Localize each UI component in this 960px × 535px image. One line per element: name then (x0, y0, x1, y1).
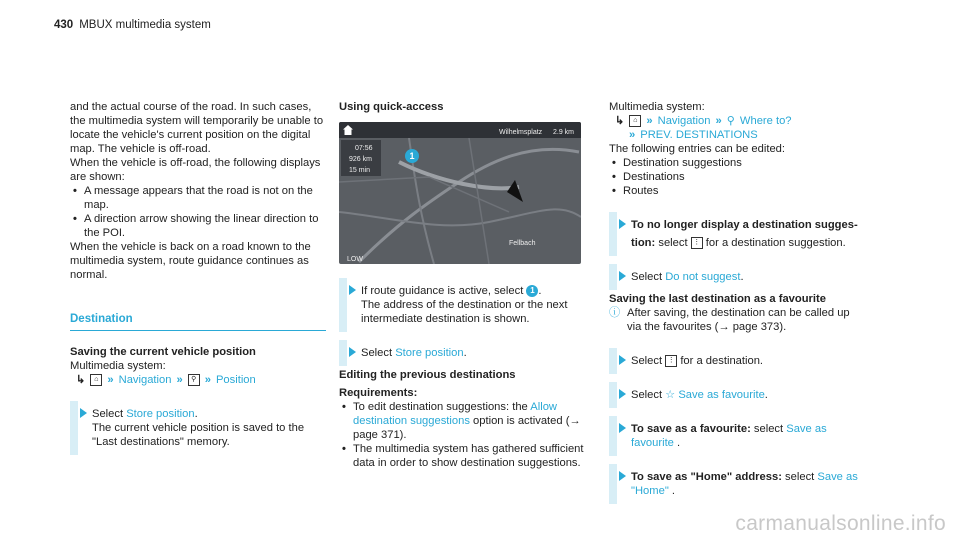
bullet-item: • A direction arrow showing the linear direction to the POI. (70, 212, 326, 240)
path-prev-destinations[interactable]: PREV. DESTINATIONS (640, 129, 758, 141)
entry-item: • Routes (609, 184, 865, 198)
map-distance: 2.9 km (553, 129, 575, 136)
edit-title: Editing the previous destinations (339, 369, 516, 381)
step-to-save-favourite: To save as a favourite: select Save as favourite . (609, 422, 865, 450)
column-1 (70, 100, 326, 449)
position-icon: ⚲ (188, 374, 200, 386)
chevron-icon: » (715, 115, 722, 127)
map-eta: 15 min (349, 167, 371, 174)
step-arrow-icon (619, 355, 626, 365)
multimedia-label: Multimedia system: (70, 360, 166, 372)
save-as-favourite-link[interactable]: Save as favourite (678, 389, 765, 401)
step-store-position-2: Select Store position. (339, 346, 595, 360)
step-save-favourite: Select ☆ Save as favourite. (609, 388, 865, 402)
step-store-position: Select Store position. The current vehicle position is saved to the "Last destinations" memory. (70, 407, 326, 449)
step-select-destination: Select ⋮ for a destination. (609, 354, 865, 368)
path-navigation[interactable]: Navigation (657, 115, 711, 127)
menu-path (70, 373, 326, 387)
map-top-bar (339, 122, 581, 138)
info-note: ⓘ After saving, the destination can be called up via the favourites (→ page 373). (609, 307, 850, 333)
subsection-title: Saving the current vehicle position (70, 346, 256, 358)
step-arrow-icon (349, 285, 356, 295)
page-number: 430 (54, 19, 74, 31)
quick-access-title: Using quick-access (339, 101, 444, 113)
step-no-longer-display: To no longer display a destination sugges- tion: select ⋮ for a destination suggestion. (609, 218, 865, 250)
map-street: Wilhelmsplatz (499, 129, 543, 136)
path-navigation[interactable]: Navigation (118, 374, 172, 386)
chevron-icon: » (204, 374, 211, 386)
favourite-title: Saving the last destination as a favourite (609, 293, 826, 305)
save-home-link[interactable]: Save as "Home" (631, 471, 858, 497)
entry-item: • Destinations (609, 170, 865, 184)
editable-text: The following entries can be edited: (609, 143, 786, 155)
options-icon[interactable]: ⋮ (665, 355, 677, 367)
step-arrow-icon (80, 408, 87, 418)
menu-path (609, 114, 865, 128)
store-position-link[interactable]: Store position (395, 347, 464, 359)
offroad-text: When the vehicle is off-road, the following displays are shown: (70, 157, 321, 183)
step-save-home: To save as "Home" address: select Save as "Home" . (609, 470, 865, 498)
step-result: The current vehicle position is saved to the "Last destinations" memory. (92, 422, 305, 448)
step-arrow-icon (349, 347, 356, 357)
chevron-icon: » (107, 374, 114, 386)
section-title: Destination (70, 312, 326, 331)
watermark: carmanualsonline.info (735, 512, 946, 535)
entry-item: • Destination suggestions (609, 156, 865, 170)
chevron-icon: » (629, 129, 636, 141)
star-icon: ☆ (665, 389, 676, 401)
do-not-suggest-link[interactable]: Do not suggest (665, 271, 741, 283)
bullet-item: • A message appears that the road is not on the map. (70, 184, 326, 212)
requirements-title: Requirements: (339, 387, 418, 399)
store-position-link[interactable]: Store position (126, 408, 195, 420)
map-time: 07:56 (355, 145, 373, 152)
path-position[interactable]: Position (215, 374, 256, 386)
page-header (54, 18, 211, 32)
step-arrow-icon (619, 423, 626, 433)
column-3 (609, 100, 865, 498)
chevron-icon: » (176, 374, 183, 386)
column-2 (339, 100, 595, 470)
header-title: MBUX multimedia system (79, 19, 211, 31)
step-arrow-icon (619, 389, 626, 399)
intro-text: and the actual course of the road. In such cases, the multimedia system will temporarily be unable to locate the vehicle's current position on the digital map. The vehicle is off-road. (70, 101, 324, 155)
save-as-link[interactable]: Save as favourite (631, 423, 827, 449)
step-do-not-suggest: Select Do not suggest. (609, 270, 865, 284)
multimedia-label: Multimedia system: (609, 101, 705, 113)
step-arrow-icon (619, 219, 626, 229)
requirement-item: • To edit destination suggestions: the Allow destination suggestions option is activated (→ page 371). (339, 400, 595, 442)
navigation-map-image (339, 122, 581, 264)
home-icon: ⌂ (90, 374, 102, 386)
callout-ref-1: 1 (526, 285, 538, 297)
chevron-icon: » (646, 115, 653, 127)
enter-arrow-icon: ↳ (615, 115, 625, 127)
step-arrow-icon (619, 271, 626, 281)
allow-suggestions-link[interactable]: Allow destination suggestions (353, 401, 557, 427)
enter-arrow-icon: ↳ (76, 374, 86, 386)
callout-1: 1 (405, 149, 419, 163)
back-text: When the vehicle is back on a road known to the multimedia system, route guidance continues as normal. (70, 241, 311, 281)
map-low: LOW (347, 256, 363, 263)
search-icon: ⚲ (726, 115, 735, 127)
requirement-item: • The multimedia system has gathered sufficient data in order to show destination suggestions. (339, 442, 595, 470)
step-arrow-icon (619, 471, 626, 481)
map-dist2: 926 km (349, 156, 372, 163)
info-icon: ⓘ (609, 307, 621, 319)
path-where-to[interactable]: Where to? (739, 115, 792, 127)
options-icon[interactable]: ⋮ (691, 237, 703, 249)
map-place: Fellbach (509, 240, 536, 247)
step-route-guidance: If route guidance is active, select 1 . The address of the destination or the next intermediate destination is shown. (339, 284, 595, 326)
home-icon: ⌂ (629, 115, 641, 127)
